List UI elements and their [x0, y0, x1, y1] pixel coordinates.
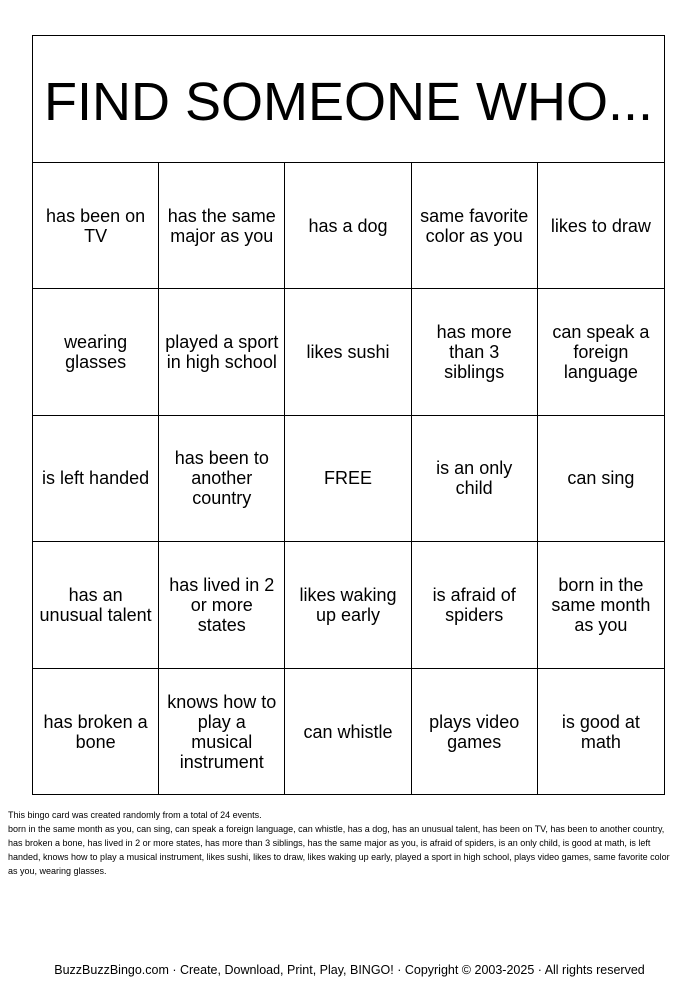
- bingo-cell-4-1: has an unusual talent: [33, 542, 159, 668]
- bingo-cell-2-3: likes sushi: [285, 289, 411, 415]
- notes-summary: This bingo card was created randomly from a total of 24 events.: [8, 810, 262, 820]
- bingo-grid: [33, 163, 664, 795]
- bingo-cell-1-2: has the same major as you: [159, 163, 285, 289]
- notes-event-list: born in the same month as you, can sing, can speak a foreign language, can whistle, has a dog, has an unusual talent, has been on TV, has been to another country, has broken a bone, has lived in 2 or more states, has more than 3 siblings, has the same major as you, is afraid of spiders, is an only child, is good at math, is left handed, knows how to play a musical instrument, likes sushi, likes to draw, likes waking up early, played a sport in high school, plays video games, same favorite color as you, wearing glasses.: [8, 824, 670, 876]
- bingo-cell-4-3: likes waking up early: [285, 542, 411, 668]
- bingo-cell-4-5: born in the same month as you: [538, 542, 664, 668]
- bingo-cell-5-5: is good at math: [561, 711, 640, 752]
- page-footer: BuzzBuzzBingo.com · Create, Download, Print, Play, BINGO! · Copyright © 2003-2025 · All rights reserved: [54, 963, 645, 977]
- bingo-cell-1-5: likes to draw: [538, 163, 664, 289]
- card-notes: [8, 808, 678, 878]
- card-title: FIND SOMEONE WHO...: [33, 36, 664, 163]
- bingo-cell-3-4: is an only child: [412, 416, 538, 542]
- free-space-cell: FREE: [285, 416, 411, 542]
- bingo-cell-1-3: has a dog: [285, 163, 411, 289]
- bingo-cell-5-2: knows how to play a musical instrument: [159, 669, 285, 795]
- bingo-cell-5-4: plays video games: [412, 669, 538, 795]
- bingo-cell-5-1: has broken a bone: [33, 669, 159, 795]
- bingo-cell-3-5: can sing: [538, 416, 664, 542]
- bingo-card: [32, 35, 665, 795]
- bingo-cell-4-2: has lived in 2 or more states: [159, 542, 285, 668]
- bingo-cell-3-1: is left handed: [33, 416, 159, 542]
- bingo-cell-1-4: same favorite color as you: [412, 163, 538, 289]
- bingo-cell-2-2: played a sport in high school: [159, 289, 285, 415]
- bingo-cell-2-4: has more than 3 siblings: [412, 289, 538, 415]
- bingo-cell-2-5: can speak a foreign language: [538, 289, 664, 415]
- bingo-cell-4-4: is afraid of spiders: [412, 542, 538, 668]
- bingo-cell-1-1: has been on TV: [33, 163, 159, 289]
- bingo-cell-5-3: can whistle: [285, 669, 411, 795]
- bingo-cell-3-2: has been to another country: [159, 416, 285, 542]
- bingo-cell-2-1: wearing glasses: [33, 289, 159, 415]
